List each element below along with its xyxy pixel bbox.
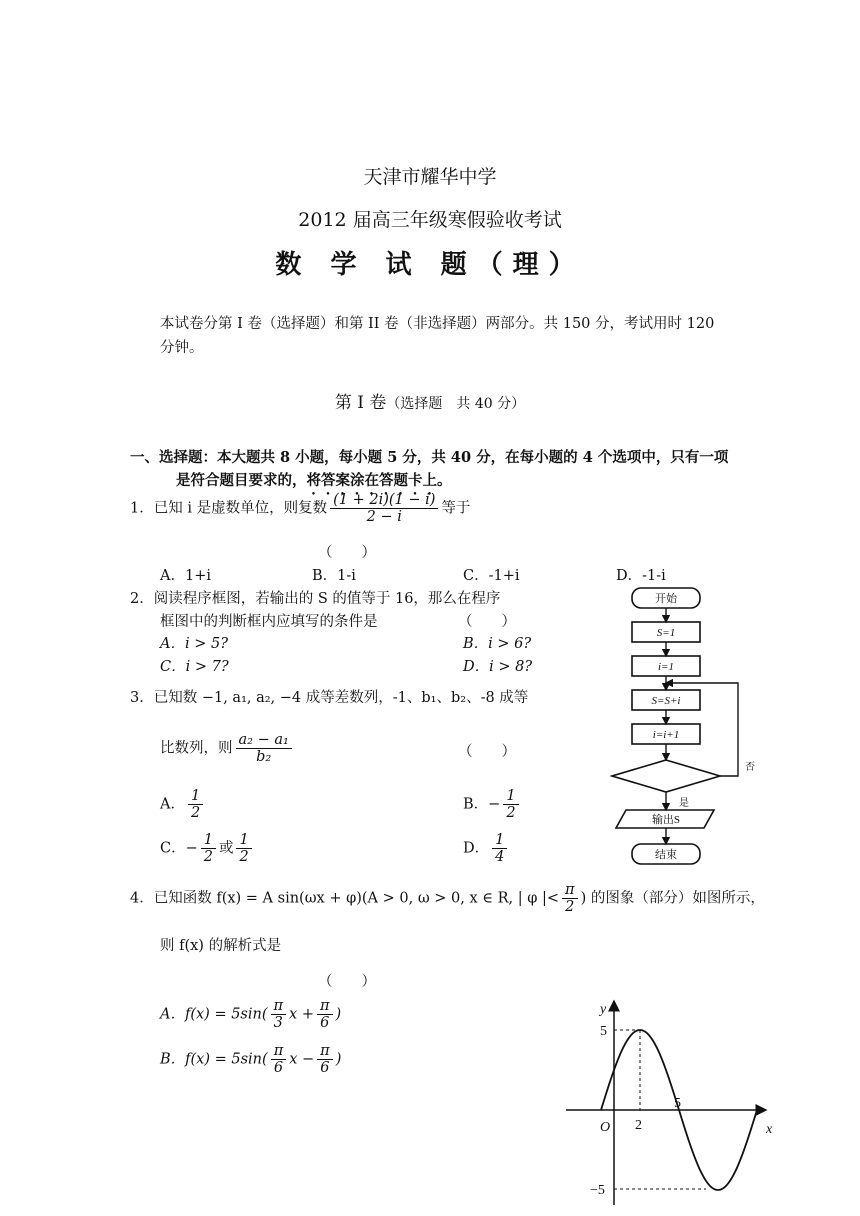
- q1-option-d[interactable]: D．-1-i: [616, 568, 666, 584]
- q4-stem: [130, 882, 765, 915]
- q4-a-d1: 3: [273, 1015, 283, 1031]
- flow-i-init-label: i=1: [658, 661, 674, 673]
- flow-s-init-label: S=1: [656, 627, 676, 639]
- q2-option-a[interactable]: A．i > 5?: [160, 636, 228, 652]
- q3-d-den: 4: [495, 849, 505, 865]
- flow-decision-node: [612, 760, 720, 792]
- q3-option-c[interactable]: [160, 832, 255, 865]
- q4-line-2: 则 f(x) 的解析式是: [160, 938, 282, 954]
- q1-option-a[interactable]: A．1+i: [160, 568, 211, 584]
- q1-fraction: [330, 492, 438, 525]
- part1-line-1: 一、选择题：本大题共 8 小题，每小题 5 分，共 40 分，在每小题的 4 个选项中，只有一项: [130, 449, 729, 466]
- graph-y-label: y: [600, 1002, 607, 1017]
- q4-b-pre: B．f(x) = 5sin(: [160, 1051, 268, 1068]
- q4-b-n2: π: [317, 1043, 333, 1060]
- flow-no-label: 否: [745, 762, 755, 773]
- q3-option-b[interactable]: [463, 788, 522, 821]
- graph-x-peak: 2: [635, 1118, 642, 1133]
- q3-line-2: [160, 732, 295, 765]
- q4-pi-frac: [562, 882, 578, 915]
- q4-b-mid: x −: [289, 1051, 315, 1068]
- flow-output-label: 输出S: [651, 814, 681, 826]
- part1-line-2a: 是符合题目要求的，: [176, 472, 307, 489]
- q1-stem-a: 1．已知 i 是虚数单位，则复数: [130, 500, 328, 517]
- q3-a-frac: [188, 788, 203, 821]
- q2-paren: （ ）: [458, 614, 516, 630]
- q3-a-label: A．: [160, 796, 185, 813]
- q2-line-1: 2．阅读程序框图，若输出的 S 的值等于 16，那么在程序: [130, 591, 501, 607]
- q3-c-num2: 1: [236, 832, 251, 849]
- q4-b-post: ): [335, 1051, 342, 1068]
- q4-b-n1: π: [271, 1043, 287, 1060]
- q3-b-num: 1: [503, 788, 518, 805]
- q3-c-label: C．−: [160, 840, 198, 857]
- q3-denominator: b₂: [256, 749, 272, 765]
- q4-stem-a: 4．已知函数 f(x) = A sin(ωx + φ)(A > 0, ω > 0, x ∈ R, | φ |<: [130, 890, 560, 907]
- q4-option-b[interactable]: [160, 1043, 341, 1076]
- q2-line-2: 框图中的判断框内应填写的条件是: [160, 614, 378, 630]
- flow-start-label: 开始: [655, 593, 677, 605]
- part1-emphasis: 将答案涂在答题卡上: [306, 472, 437, 489]
- flow-update-i-label: i=i+1: [652, 729, 680, 741]
- q3-numerator: a₂ − a₁: [236, 732, 292, 749]
- q3-option-a[interactable]: [160, 788, 206, 821]
- section-subtitle: （选择题 共 40 分）: [386, 396, 526, 412]
- q1-option-c[interactable]: C．-1+i: [463, 568, 520, 584]
- q4-b-frac-1: [271, 1043, 287, 1076]
- q3-option-d[interactable]: [463, 832, 510, 865]
- q3-b-den: 2: [506, 805, 516, 821]
- q4-a-n2: π: [317, 998, 333, 1015]
- q3-a-num: 1: [188, 788, 203, 805]
- q4-option-a[interactable]: [160, 998, 341, 1031]
- q2-option-b[interactable]: B．i > 6?: [463, 636, 532, 652]
- school-name: 天津市耀华中学: [363, 166, 497, 188]
- graph-y-min: −5: [590, 1183, 605, 1198]
- q4-a-n1: π: [271, 998, 287, 1015]
- q4-a-mid: x +: [289, 1006, 314, 1023]
- q3-b-frac: [503, 788, 518, 821]
- graph-origin: O: [600, 1120, 611, 1135]
- q4-pi-num: π: [562, 882, 578, 899]
- graph-y-max: 5: [600, 1024, 607, 1039]
- q3-b-label: B．−: [463, 796, 501, 813]
- q3-d-frac: [492, 832, 507, 865]
- q4-a-frac-1: [271, 998, 287, 1031]
- q2-option-d[interactable]: D．i > 8?: [463, 659, 533, 675]
- q4-b-d1: 6: [273, 1060, 284, 1076]
- flowchart-diagram: [610, 582, 760, 872]
- q3-c-mid: 或: [218, 840, 234, 857]
- q4-pi-den: 2: [565, 899, 575, 915]
- q3-fraction: [236, 732, 292, 765]
- q3-paren: （ ）: [458, 744, 516, 760]
- q4-a-frac-2: [317, 998, 333, 1031]
- q3-d-num: 1: [492, 832, 507, 849]
- sine-graph: [560, 995, 780, 1210]
- q3-c-den1: 2: [203, 849, 213, 865]
- section-title: 第 I 卷: [334, 393, 387, 413]
- flow-end-label: 结束: [655, 849, 677, 861]
- q3-line-1: 3．已知数 −1, a₁, a₂, −4 成等差数列，-1、b₁、b₂、-8 成等: [130, 690, 529, 706]
- q3-line-2-text: 比数列，则: [160, 740, 233, 757]
- flow-yes-label: 是: [679, 798, 689, 809]
- intro-line-2: 分钟。: [160, 340, 204, 356]
- q4-a-post: ): [335, 1006, 342, 1023]
- q4-paren: （ ）: [318, 974, 376, 990]
- q4-b-d2: 6: [320, 1060, 330, 1076]
- intro-line-1: 本试卷分第 I 卷（选择题）和第 II 卷（非选择题）两部分。共 150 分，考试用时 120: [160, 316, 715, 332]
- q3-c-frac-1: [201, 832, 216, 865]
- q4-a-d2: 6: [320, 1015, 330, 1031]
- q3-c-den2: 2: [239, 849, 249, 865]
- q3-c-num1: 1: [201, 832, 216, 849]
- q3-d-label: D．: [463, 840, 490, 857]
- part1-line-2c: 。: [437, 472, 452, 489]
- section-heading: [0, 388, 860, 413]
- graph-x-label: x: [766, 1122, 773, 1137]
- q1-denominator: 2 − i: [366, 509, 402, 525]
- exam-title: 2012 届高三年级寒假验收考试: [298, 209, 562, 231]
- q4-b-frac-2: [317, 1043, 333, 1076]
- flow-update-s-label: S=S+i: [651, 695, 681, 707]
- subject-title: 数 学 试 题（理）: [275, 250, 585, 280]
- q3-a-den: 2: [190, 805, 201, 821]
- q1-stem-b: 等于: [441, 500, 471, 517]
- q2-option-c[interactable]: C．i > 7?: [160, 659, 229, 675]
- q1-numerator: (1 + 2i)(1 − i): [330, 492, 438, 509]
- q1-option-b[interactable]: B．1-i: [312, 568, 356, 584]
- q3-c-frac-2: [236, 832, 251, 865]
- q1-stem: [130, 492, 470, 525]
- q4-a-pre: A．f(x) = 5sin(: [160, 1006, 268, 1023]
- q4-stem-b: ) 的图象（部分）如图所示，: [580, 890, 765, 907]
- graph-x-zero: 5: [674, 1096, 681, 1111]
- q1-paren: （ ）: [318, 545, 376, 561]
